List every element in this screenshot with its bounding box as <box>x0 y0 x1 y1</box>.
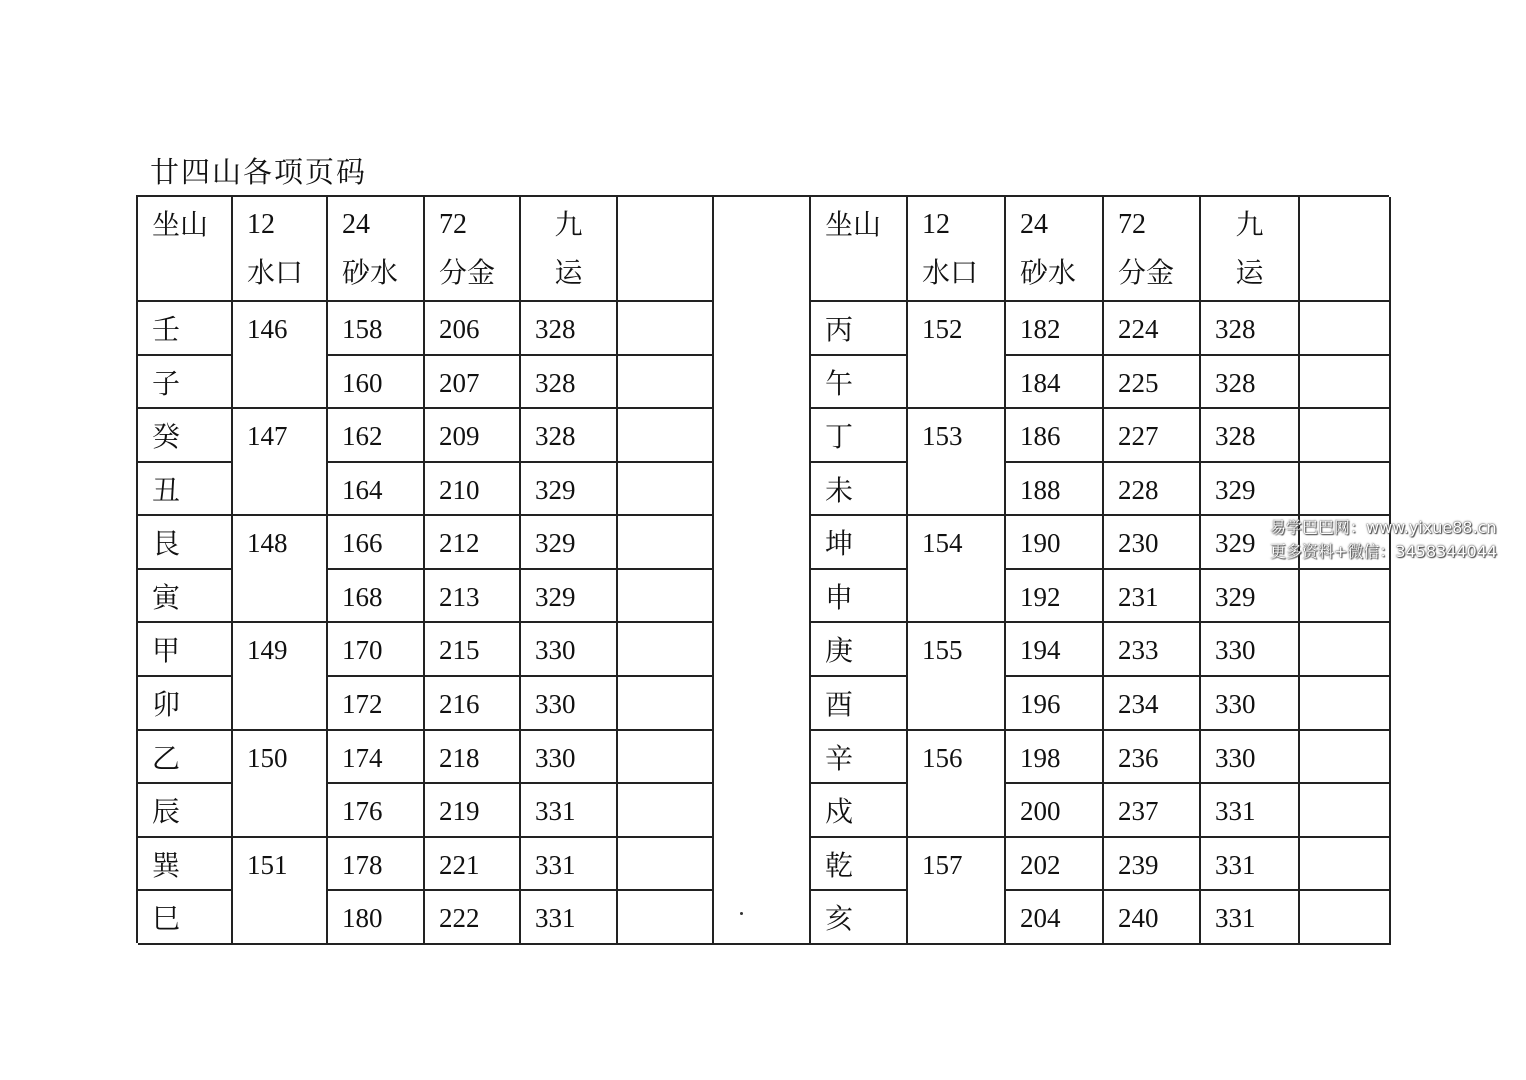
header-cell <box>138 197 233 302</box>
left-yun-cell: 331 <box>521 891 618 945</box>
right-yun-cell: 331 <box>1201 838 1300 892</box>
right-sand-water-cell: 200 <box>1006 784 1104 838</box>
right-mountain-cell: 申 <box>811 570 908 624</box>
left-fenjin-cell: 212 <box>425 516 521 570</box>
right-water-mouth-cell: 157 <box>908 838 1006 945</box>
watermark-line-1: 易学巴巴网：www.yixue88.cn <box>1270 518 1497 537</box>
left-yun-cell: 330 <box>521 731 618 785</box>
left-blank-cell <box>618 463 714 517</box>
right-fenjin-cell: 224 <box>1104 302 1201 356</box>
right-yun-cell: 330 <box>1201 623 1300 677</box>
watermark <box>1270 516 1497 564</box>
left-water-mouth-cell: 149 <box>233 623 328 730</box>
right-water-mouth-cell: 155 <box>908 623 1006 730</box>
header-line-2: 水口 <box>922 256 979 289</box>
left-mountain-cell: 寅 <box>138 570 233 624</box>
header-line-1: 坐山 <box>152 208 209 241</box>
header-line-1: 72 <box>439 209 467 240</box>
left-fenjin-cell: 206 <box>425 302 521 356</box>
right-mountain-cell: 酉 <box>811 677 908 731</box>
blank-header-cell <box>618 197 714 302</box>
right-fenjin-cell: 236 <box>1104 731 1201 785</box>
left-fenjin-cell: 210 <box>425 463 521 517</box>
left-sand-water-cell: 178 <box>328 838 425 892</box>
left-blank-cell <box>618 623 714 677</box>
right-fenjin-cell: 230 <box>1104 516 1201 570</box>
right-sand-water-cell: 192 <box>1006 570 1104 624</box>
right-fenjin-cell: 233 <box>1104 623 1201 677</box>
header-cell <box>811 197 908 302</box>
left-sand-water-cell: 160 <box>328 356 425 410</box>
right-fenjin-cell: 225 <box>1104 356 1201 410</box>
right-yun-cell: 330 <box>1201 731 1300 785</box>
header-line-2: 水口 <box>247 256 304 289</box>
right-blank-cell <box>1300 463 1391 517</box>
right-fenjin-cell: 240 <box>1104 891 1201 945</box>
right-sand-water-cell: 184 <box>1006 356 1104 410</box>
right-mountain-cell: 戍 <box>811 784 908 838</box>
left-mountain-cell: 巳 <box>138 891 233 945</box>
left-yun-cell: 330 <box>521 677 618 731</box>
right-sand-water-cell: 198 <box>1006 731 1104 785</box>
right-sand-water-cell: 190 <box>1006 516 1104 570</box>
right-mountain-cell: 丙 <box>811 302 908 356</box>
left-yun-cell: 329 <box>521 570 618 624</box>
right-water-mouth-cell: 156 <box>908 731 1006 838</box>
right-blank-cell <box>1300 356 1391 410</box>
left-water-mouth-cell: 151 <box>233 838 328 945</box>
header-line-1: 12 <box>922 209 950 240</box>
left-mountain-cell: 壬 <box>138 302 233 356</box>
left-blank-cell <box>618 302 714 356</box>
center-gap-column <box>714 197 811 945</box>
left-sand-water-cell: 162 <box>328 409 425 463</box>
right-sand-water-cell: 202 <box>1006 838 1104 892</box>
right-yun-cell: 329 <box>1201 570 1300 624</box>
header-cell <box>233 197 328 302</box>
left-mountain-cell: 巽 <box>138 838 233 892</box>
left-yun-cell: 330 <box>521 623 618 677</box>
header-line-1: 72 <box>1118 209 1146 240</box>
right-yun-cell: 330 <box>1201 677 1300 731</box>
left-mountain-cell: 癸 <box>138 409 233 463</box>
right-yun-cell: 329 <box>1201 516 1300 570</box>
right-yun-cell: 329 <box>1201 463 1300 517</box>
right-fenjin-cell: 239 <box>1104 838 1201 892</box>
header-line-2: 分金 <box>439 256 496 289</box>
header-line-2: 运 <box>554 256 583 289</box>
page-number-table <box>136 195 1389 943</box>
left-blank-cell <box>618 677 714 731</box>
right-blank-cell <box>1300 891 1391 945</box>
left-yun-cell: 328 <box>521 302 618 356</box>
left-mountain-cell: 丑 <box>138 463 233 517</box>
left-water-mouth-cell: 146 <box>233 302 328 409</box>
page-title: 廿四山各项页码 <box>150 155 368 189</box>
header-cell <box>1006 197 1104 302</box>
left-blank-cell <box>618 570 714 624</box>
right-water-mouth-cell: 152 <box>908 302 1006 409</box>
left-blank-cell <box>618 838 714 892</box>
left-sand-water-cell: 176 <box>328 784 425 838</box>
left-water-mouth-cell: 147 <box>233 409 328 516</box>
left-yun-cell: 328 <box>521 409 618 463</box>
right-sand-water-cell: 182 <box>1006 302 1104 356</box>
header-cell <box>1201 197 1300 302</box>
right-blank-cell <box>1300 409 1391 463</box>
left-mountain-cell: 乙 <box>138 731 233 785</box>
left-fenjin-cell: 213 <box>425 570 521 624</box>
right-fenjin-cell: 231 <box>1104 570 1201 624</box>
left-fenjin-cell: 221 <box>425 838 521 892</box>
right-fenjin-cell: 227 <box>1104 409 1201 463</box>
header-line-2: 砂水 <box>1020 256 1077 289</box>
right-blank-cell <box>1300 302 1391 356</box>
watermark-line-2: 更多资料+微信：3458344044 <box>1270 542 1498 561</box>
left-blank-cell <box>618 356 714 410</box>
right-mountain-cell: 未 <box>811 463 908 517</box>
right-mountain-cell: 坤 <box>811 516 908 570</box>
right-blank-cell <box>1300 623 1391 677</box>
left-mountain-cell: 子 <box>138 356 233 410</box>
left-yun-cell: 329 <box>521 463 618 517</box>
header-cell <box>521 197 618 302</box>
header-line-1: 九 <box>554 208 583 241</box>
left-sand-water-cell: 180 <box>328 891 425 945</box>
right-blank-cell <box>1300 570 1391 624</box>
left-yun-cell: 328 <box>521 356 618 410</box>
left-yun-cell: 331 <box>521 838 618 892</box>
right-blank-cell <box>1300 677 1391 731</box>
left-sand-water-cell: 174 <box>328 731 425 785</box>
right-blank-cell <box>1300 838 1391 892</box>
left-fenjin-cell: 218 <box>425 731 521 785</box>
right-sand-water-cell: 196 <box>1006 677 1104 731</box>
blank-header-cell <box>1300 197 1391 302</box>
header-cell <box>908 197 1006 302</box>
left-sand-water-cell: 170 <box>328 623 425 677</box>
right-yun-cell: 328 <box>1201 356 1300 410</box>
left-fenjin-cell: 209 <box>425 409 521 463</box>
right-mountain-cell: 庚 <box>811 623 908 677</box>
right-mountain-cell: 丁 <box>811 409 908 463</box>
left-blank-cell <box>618 784 714 838</box>
right-water-mouth-cell: 154 <box>908 516 1006 623</box>
right-sand-water-cell: 204 <box>1006 891 1104 945</box>
left-water-mouth-cell: 150 <box>233 731 328 838</box>
right-mountain-cell: 亥 <box>811 891 908 945</box>
left-mountain-cell: 辰 <box>138 784 233 838</box>
left-mountain-cell: 艮 <box>138 516 233 570</box>
right-yun-cell: 331 <box>1201 784 1300 838</box>
right-sand-water-cell: 186 <box>1006 409 1104 463</box>
left-sand-water-cell: 172 <box>328 677 425 731</box>
left-blank-cell <box>618 731 714 785</box>
right-yun-cell: 328 <box>1201 302 1300 356</box>
header-cell <box>328 197 425 302</box>
right-blank-cell <box>1300 784 1391 838</box>
header-line-2: 砂水 <box>342 256 399 289</box>
scan-speck <box>740 912 743 915</box>
right-blank-cell <box>1300 731 1391 785</box>
right-yun-cell: 328 <box>1201 409 1300 463</box>
left-sand-water-cell: 164 <box>328 463 425 517</box>
left-fenjin-cell: 222 <box>425 891 521 945</box>
right-fenjin-cell: 234 <box>1104 677 1201 731</box>
left-sand-water-cell: 168 <box>328 570 425 624</box>
header-line-2: 运 <box>1235 256 1264 289</box>
left-sand-water-cell: 166 <box>328 516 425 570</box>
header-line-1: 12 <box>247 209 275 240</box>
header-line-1: 九 <box>1235 208 1264 241</box>
left-blank-cell <box>618 891 714 945</box>
right-fenjin-cell: 228 <box>1104 463 1201 517</box>
right-sand-water-cell: 188 <box>1006 463 1104 517</box>
header-line-1: 坐山 <box>825 208 882 241</box>
header-cell <box>425 197 521 302</box>
left-blank-cell <box>618 516 714 570</box>
left-blank-cell <box>618 409 714 463</box>
left-fenjin-cell: 216 <box>425 677 521 731</box>
left-water-mouth-cell: 148 <box>233 516 328 623</box>
right-fenjin-cell: 237 <box>1104 784 1201 838</box>
left-fenjin-cell: 207 <box>425 356 521 410</box>
left-fenjin-cell: 215 <box>425 623 521 677</box>
header-line-1: 24 <box>1020 209 1048 240</box>
right-mountain-cell: 午 <box>811 356 908 410</box>
header-line-2: 分金 <box>1118 256 1175 289</box>
header-cell <box>1104 197 1201 302</box>
right-sand-water-cell: 194 <box>1006 623 1104 677</box>
left-yun-cell: 331 <box>521 784 618 838</box>
right-water-mouth-cell: 153 <box>908 409 1006 516</box>
left-mountain-cell: 卯 <box>138 677 233 731</box>
left-mountain-cell: 甲 <box>138 623 233 677</box>
left-yun-cell: 329 <box>521 516 618 570</box>
left-fenjin-cell: 219 <box>425 784 521 838</box>
right-yun-cell: 331 <box>1201 891 1300 945</box>
header-line-1: 24 <box>342 209 370 240</box>
right-mountain-cell: 乾 <box>811 838 908 892</box>
left-sand-water-cell: 158 <box>328 302 425 356</box>
right-mountain-cell: 辛 <box>811 731 908 785</box>
